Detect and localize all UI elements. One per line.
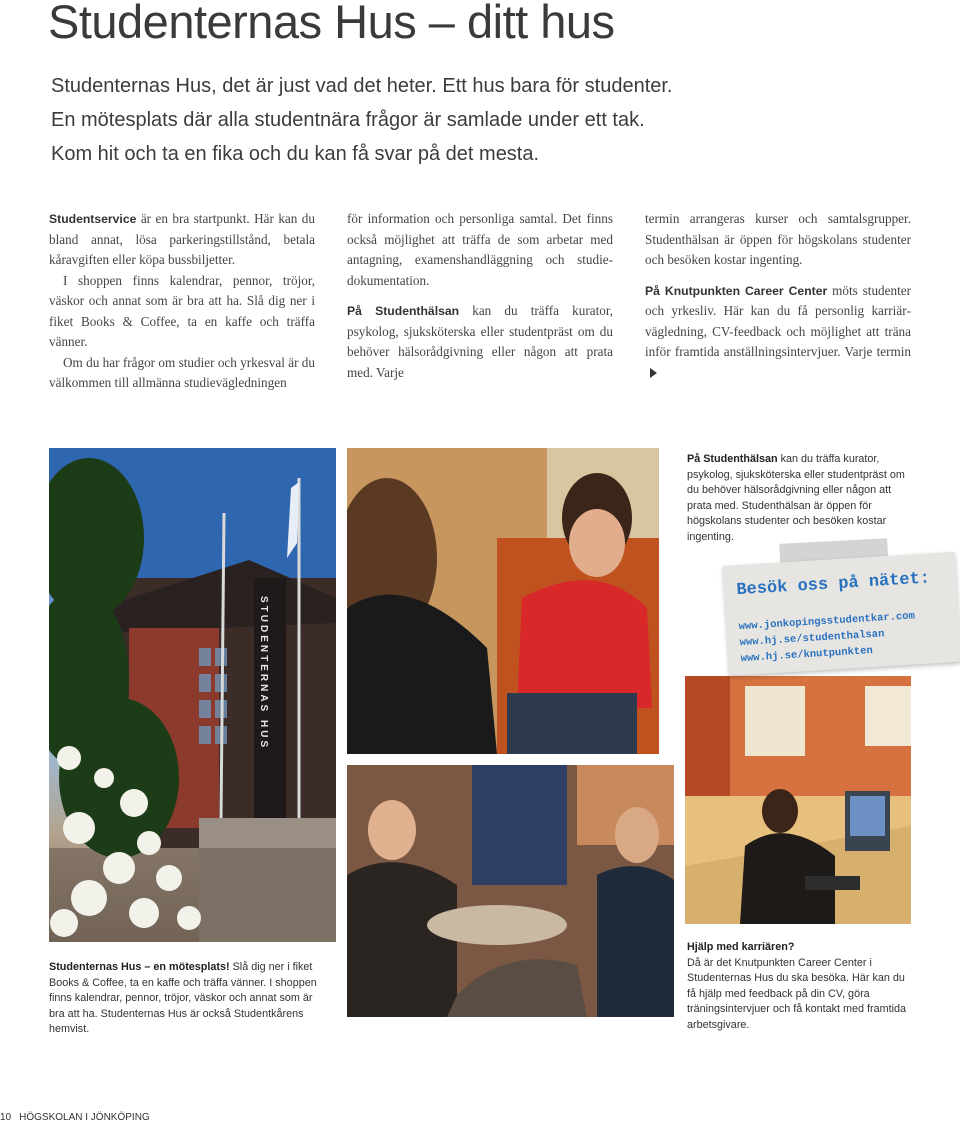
paragraph [645, 281, 911, 384]
students-illustration [347, 765, 674, 1017]
photo-counselling [347, 448, 659, 754]
lead-in: På Studenthälsan [347, 304, 460, 318]
career-center-illustration [685, 676, 911, 924]
counselling-illustration [347, 448, 659, 754]
paragraph [49, 209, 315, 271]
caption-text: Då är det Knutpunkten Career Center i Studenternas Hus du ska besöka. Här kan du få hjälp med feedback på din CV, göra träningsintervjuer och få kontakt med framtida arbetsgivare. [687, 956, 907, 1031]
paragraph: I shoppen finns kalendrar, pennor, tröjor, väskor och annat som är bra att ha. Slå dig ner i fiket Books & Coffee, ta en kaffe och träffa vänner. [49, 272, 315, 349]
caption-studenthalsan [687, 452, 917, 546]
web-heading: Besök oss på nätet: [735, 569, 931, 601]
body-column-2 [347, 209, 613, 383]
page-footer [0, 1112, 150, 1123]
web-link[interactable]: www.hj.se/studenthalsan [739, 628, 885, 650]
paragraph [347, 301, 613, 383]
continue-arrow-icon [650, 368, 657, 378]
intro-text [51, 69, 751, 171]
web-links-card [723, 552, 960, 676]
building-illustration [49, 448, 336, 942]
caption-lead: Studenternas Hus – en mötesplats! [49, 961, 230, 973]
page-title: Studenternas Hus – ditt hus [48, 0, 615, 48]
web-link[interactable]: www.hj.se/knutpunkten [740, 645, 874, 666]
photo-students [347, 765, 674, 1017]
caption-text: Slå dig ner i fiket Books & Coffee, ta en kaffe och träffa vänner. I shoppen finns kalendrar, pennor, tröjor, väskor och annat som är bra att ha. Studenternas Hus är också Studentkårens hemvist. [49, 961, 317, 1036]
photo-career-center [685, 676, 911, 924]
photo-building [49, 448, 336, 942]
paragraph: Om du har frågor om studier och yrkesval är du välkommen till allmänna studievägledningen [49, 354, 315, 390]
body-column-3 [645, 209, 911, 383]
caption-career [687, 940, 907, 1034]
body-column-1 [49, 209, 315, 394]
paragraph-text: möts studenter och yrkesliv. Här kan du få personlig karriärvägledning, CV-feedback och möjlighet att träna inför framtida anställningsintervjuer. Varje termin [645, 282, 911, 359]
web-link[interactable]: www.jonkopingsstudentkar.com [738, 610, 916, 634]
paragraph-text: är en bra startpunkt. Här kan du bland annat, lösa parkeringstillstånd, betala kåravgiften eller köpa bussbiljetter. [49, 211, 315, 267]
paragraph-text: kan du träffa kurator, psykolog, sjuksköterska eller studentpräst om du behöver hälsorådgivning eller någon att prata med. Varje [347, 303, 613, 380]
caption-text: kan du träffa kurator, psykolog, sjuksköterska eller studentpräst om du behöver hälsorådgivning eller någon att prata med. Studenthälsan är öppen för högskolans studenter och besöken kostar ingenting. [687, 453, 905, 543]
caption-lead: På Studenthälsan [687, 453, 778, 465]
caption-studenternas-hus [49, 960, 329, 1038]
caption-lead: Hjälp med karriären? [687, 941, 795, 953]
paragraph: termin arrangeras kurser och samtalsgrupper. Studenthälsan är öppen för högskolans studenter och besöken kostar ingenting. [645, 211, 911, 267]
intro-line: En mötesplats där alla studentnära frågor är samlade under ett tak. [51, 109, 645, 131]
page-number: 10 [0, 1112, 12, 1123]
building-sign-text: STUDENTERNAS HUS [258, 596, 269, 751]
paragraph: för information och personliga samtal. Det finns också möjlighet att träffa de som arbetar med antagning, examenshandläggning och studiedokumentation. [347, 211, 613, 288]
lead-in: På Knutpunkten Career Center [645, 283, 828, 298]
intro-line: Kom hit och ta en fika och du kan få svar på det mesta. [51, 143, 540, 165]
intro-line: Studenternas Hus, det är just vad det heter. Ett hus bara för studenter. [51, 75, 673, 97]
lead-in: Studentservice [49, 212, 137, 226]
publisher-name: HÖGSKOLAN I JÖNKÖPING [19, 1112, 150, 1123]
